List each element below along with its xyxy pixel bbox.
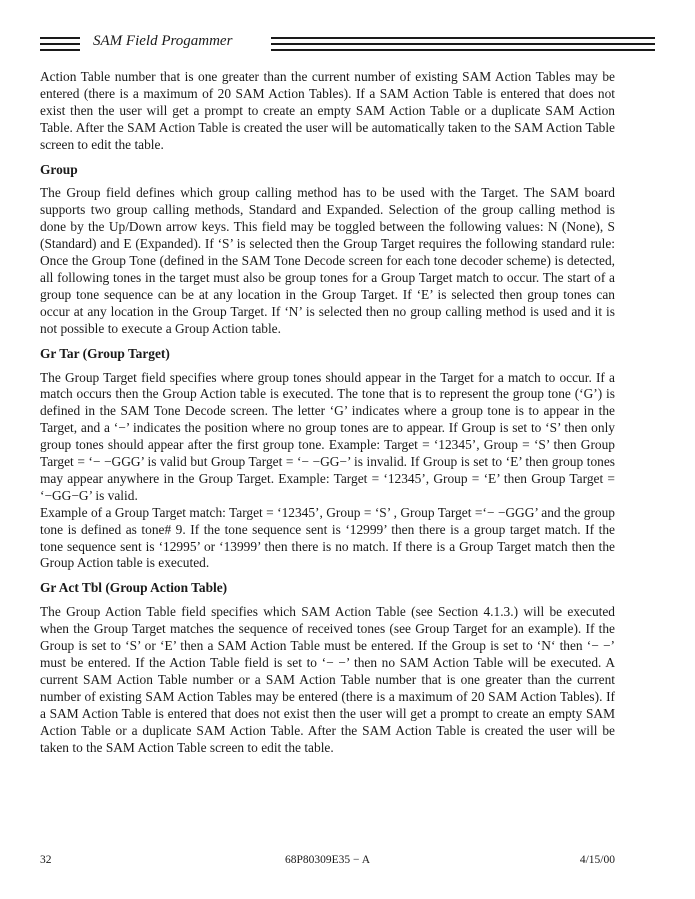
header-rule-left	[40, 37, 80, 51]
group-paragraph: The Group field defines which group calling method has to be used with the Target. The SAM board supports two group calling methods, Standard and Expanded. Selection of the group calling method is done by the Up/Down arrow keys. This field may be toggled between the following values: N (None), S (Standard) and E (Expanded). If ‘S’ is selected then the Group Target requires the following standard rule: Once the Group Tone (defined in the SAM Tone Decode screen for each tone decoder scheme) is detected, all following tones in the target must also be group tones for a Group Target match to occur. The start of a group tone sequence can be at any location in the Group Target. If ‘E’ is selected then group tones can occur at any location in the Group Target. If ‘N’ is selected then no group calling method is used and it is not possible to execute a Group Action table.	[40, 185, 615, 336]
page-body	[40, 69, 615, 764]
document-date: 4/15/00	[579, 854, 615, 866]
group-heading: Group	[40, 161, 78, 177]
group-target-example-paragraph: Example of a Group Target match: Target = ‘12345’, Group = ‘S’ , Group Target =‘− −GGG’ and the group tone is defined as tone# 9. If the tone sequence sent is ‘12999’ then there is a group target match. If the tone sequence sent is ‘12995’ or ‘13999’ then there is no match. If there is a Group Target match then the Group Action table is executed.	[40, 504, 615, 571]
group-target-paragraph: The Group Target field specifies where group tones should appear in the Target for a match to occur. If a match occurs then the Group Action table is executed. The tone that is to represent the group tone (‘G’) is defined in the SAM Tone Decode screen. The letter ‘G’ indicates where a group tone is to appear in the Target, and a ‘−’ indicates the position where no group tones are to appear. If Group is set to ‘S’ then only group tones should appear after the first group tone. Example: Target = ‘12345’, Group = ‘S’ then Group Target = ‘− −GGG’ is valid but Group Target = ‘− −GG−’ is invalid. If Group is set to ‘E’ then group tones may appear anywhere in the Group Target. Example: Target = ‘12345’, Group = ‘E’ then Group Target = ‘−GG−G’ is valid.	[40, 369, 615, 503]
page-footer	[40, 854, 615, 870]
group-action-table-paragraph: The Group Action Table field specifies which SAM Action Table (see Section 4.1.3.) will be executed when the Group Target matches the sequence of received tones (see Group Target for an example). If the Group is set to ‘S’ or ‘E’ then a SAM Action Table must be entered. If the Group is set to ‘N‘ then ‘− −’ must be entered. If the Action Table field is set to ‘− −’ then no SAM Action Table will be executed. A current SAM Action Table number or a SAM Action Table number that is one greater than the current number of existing SAM Action Tables may be entered (there is a maximum of 20 SAM Action Tables). If a SAM Action Table is entered that does not exist then the user will get a prompt to create an empty SAM Action Table or a duplicate SAM Action Table. After the SAM Action Table is created the user will be taken to the SAM Action Table screen to edit the table.	[40, 604, 615, 755]
group-target-heading: Gr Tar (Group Target)	[40, 345, 170, 361]
group-action-table-heading: Gr Act Tbl (Group Action Table)	[40, 580, 228, 596]
page-number: 32	[40, 854, 52, 866]
page-header	[40, 32, 655, 56]
intro-paragraph: Action Table number that is one greater than the current number of existing SAM Action Tables may be entered (there is a maximum of 20 SAM Action Tables). If a SAM Action Table is entered that does not exist then the user will get a prompt to create an empty SAM Action Table or a duplicate SAM Action Table. After the SAM Action Table is created the user will be automatically taken to the SAM Action Table screen to edit the table.	[40, 69, 615, 152]
document-id: 68P80309E35 − A	[284, 854, 371, 866]
header-rule-right	[271, 37, 655, 51]
header-title: SAM Field Progammer	[93, 33, 233, 49]
